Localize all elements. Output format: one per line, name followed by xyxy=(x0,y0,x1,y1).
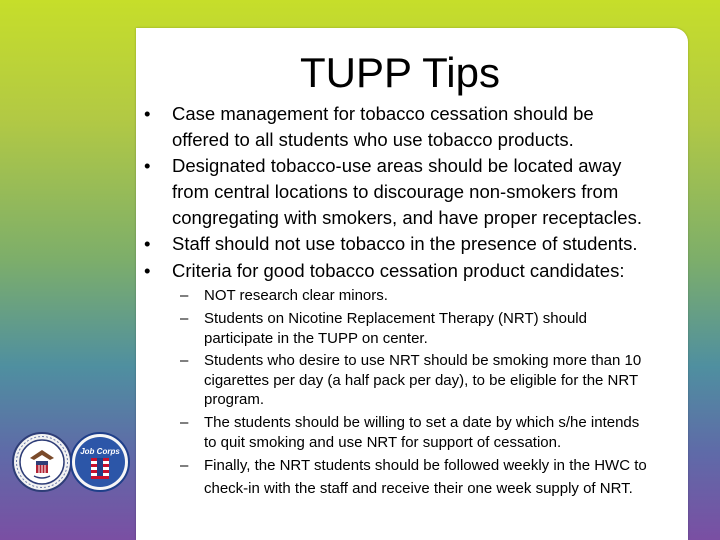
bullet-line: Criteria for good tobacco cessation product candidates: xyxy=(172,260,625,281)
svg-text:Job Corps: Job Corps xyxy=(80,447,120,456)
sub-bullet-line: The students should be willing to set a date by which s/he intends xyxy=(204,414,640,431)
bullet-line: Staff should not use tobacco in the presence of students. xyxy=(172,233,638,254)
bullet-line: Case management for tobacco cessation should be xyxy=(172,103,594,124)
bullet-line: from central locations to discourage non-smokers from xyxy=(172,181,619,202)
bullet-marker: • xyxy=(144,103,151,124)
sub-bullet-line: NOT research clear minors. xyxy=(204,287,388,304)
slide-title: TUPP Tips xyxy=(300,49,500,96)
sub-bullet-line: program. xyxy=(204,391,265,408)
sub-bullet-marker: – xyxy=(180,310,189,327)
bullet-line: congregating with smokers, and have proper receptacles. xyxy=(172,207,642,228)
sub-bullet-line: check-in with the staff and receive their one week supply of NRT. xyxy=(204,480,633,497)
department-of-labor-seal-icon xyxy=(12,432,72,492)
sub-bullet-marker: – xyxy=(180,457,189,474)
sub-bullet-line: Students who desire to use NRT should be smoking more than 10 xyxy=(204,352,642,369)
sub-bullet-line: Finally, the NRT students should be followed weekly in the HWC to xyxy=(204,457,647,474)
sub-bullet-marker: – xyxy=(180,414,189,431)
sub-bullet-line: Students on Nicotine Replacement Therapy (NRT) should xyxy=(204,310,587,327)
sub-bullet-marker: – xyxy=(180,352,189,369)
bullet-line: offered to all students who use tobacco products. xyxy=(172,129,574,150)
job-corps-logo-icon xyxy=(70,432,130,492)
bullet-marker: • xyxy=(144,260,151,281)
bullet-marker: • xyxy=(144,155,151,176)
sub-bullet-marker: – xyxy=(180,287,189,304)
bullet-marker: • xyxy=(144,233,151,254)
bullet-line: Designated tobacco-use areas should be located away xyxy=(172,155,622,176)
sub-bullet-line: cigarettes per day (a half pack per day), to be eligible for the NRT xyxy=(204,371,639,389)
sub-bullet-line: participate in the TUPP on center. xyxy=(204,330,428,347)
sub-bullet-line: to quit smoking and use NRT for support of cessation. xyxy=(204,433,562,451)
